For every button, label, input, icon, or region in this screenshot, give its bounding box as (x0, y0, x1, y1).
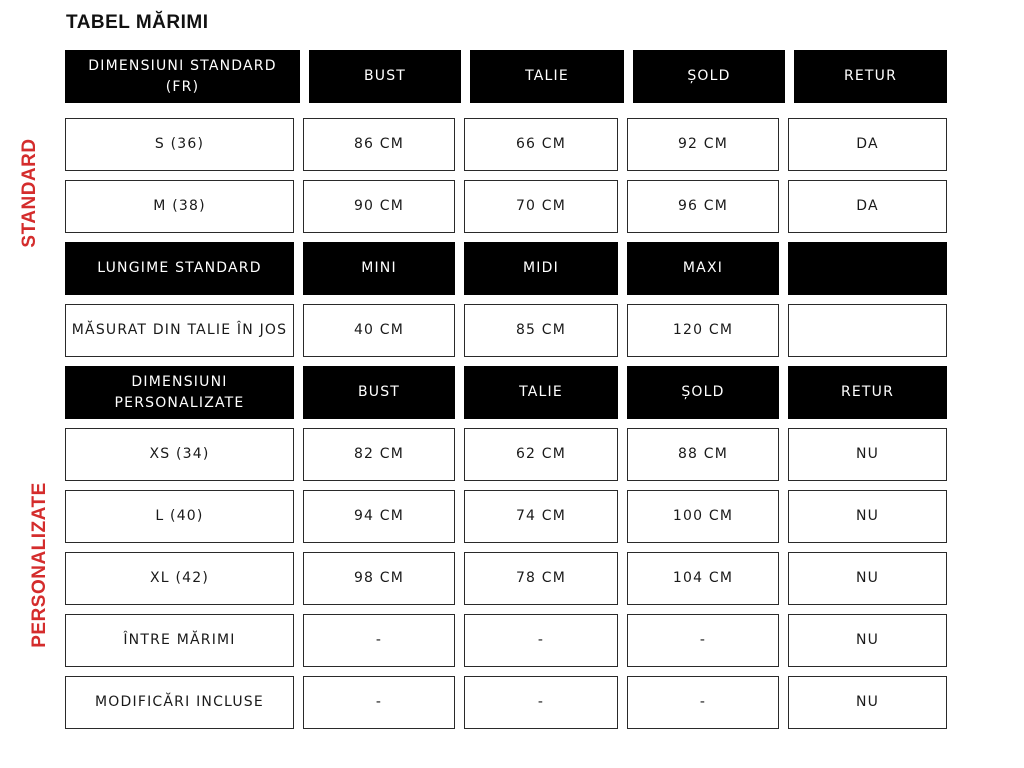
header-cell-bust: BUST (303, 366, 455, 419)
header-cell-personalized-dimensions: DIMENSIUNI PERSONALIZATE (65, 366, 294, 419)
empty-value-cell (788, 304, 947, 357)
header-cell-retur: RETUR (788, 366, 947, 419)
header-cell-sold: ȘOLD (627, 366, 779, 419)
header-cell-talie: TALIE (464, 366, 618, 419)
header-cell-retur: RETUR (794, 50, 947, 103)
retur-value-cell: DA (788, 180, 947, 233)
sold-value-cell: 100 CM (627, 490, 779, 543)
header-cell-sold: ȘOLD (633, 50, 785, 103)
talie-value-cell: 70 CM (464, 180, 618, 233)
bust-value-cell: 86 CM (303, 118, 455, 171)
sold-value-cell: 104 CM (627, 552, 779, 605)
sold-value-cell: 96 CM (627, 180, 779, 233)
page-title: TABEL MĂRIMI (66, 12, 209, 33)
header-cell-midi: MIDI (464, 242, 618, 295)
size-cell: L (40) (65, 490, 294, 543)
bust-value-cell: 90 CM (303, 180, 455, 233)
header-cell-standard-length: LUNGIME STANDARD (65, 242, 294, 295)
retur-value-cell: NU (788, 490, 947, 543)
talie-value-cell: 62 CM (464, 428, 618, 481)
talie-value-cell: - (464, 676, 618, 729)
header-cell-mini: MINI (303, 242, 455, 295)
header-cell-standard-dimensions: DIMENSIUNI STANDARD (FR) (65, 50, 300, 103)
section-label-standard: STANDARD (19, 138, 40, 248)
length-measure-label-cell: MĂSURAT DIN TALIE ÎN JOS (65, 304, 294, 357)
sold-value-cell: - (627, 614, 779, 667)
retur-value-cell: NU (788, 552, 947, 605)
sold-value-cell: - (627, 676, 779, 729)
header-cell-talie: TALIE (470, 50, 624, 103)
sold-value-cell: 88 CM (627, 428, 779, 481)
size-cell: ÎNTRE MĂRIMI (65, 614, 294, 667)
size-cell: M (38) (65, 180, 294, 233)
bust-value-cell: 98 CM (303, 552, 455, 605)
size-cell: S (36) (65, 118, 294, 171)
talie-value-cell: 66 CM (464, 118, 618, 171)
retur-value-cell: NU (788, 614, 947, 667)
size-cell: XL (42) (65, 552, 294, 605)
bust-value-cell: - (303, 676, 455, 729)
talie-value-cell: 74 CM (464, 490, 618, 543)
bust-value-cell: 94 CM (303, 490, 455, 543)
mini-value-cell: 40 CM (303, 304, 455, 357)
midi-value-cell: 85 CM (464, 304, 618, 357)
retur-value-cell: NU (788, 676, 947, 729)
size-cell: XS (34) (65, 428, 294, 481)
talie-value-cell: 78 CM (464, 552, 618, 605)
maxi-value-cell: 120 CM (627, 304, 779, 357)
size-cell: MODIFICĂRI INCLUSE (65, 676, 294, 729)
section-label-personalized: PERSONALIZATE (29, 482, 50, 648)
sold-value-cell: 92 CM (627, 118, 779, 171)
header-cell-bust: BUST (309, 50, 461, 103)
bust-value-cell: 82 CM (303, 428, 455, 481)
header-cell-empty (788, 242, 947, 295)
retur-value-cell: NU (788, 428, 947, 481)
retur-value-cell: DA (788, 118, 947, 171)
bust-value-cell: - (303, 614, 455, 667)
talie-value-cell: - (464, 614, 618, 667)
header-cell-maxi: MAXI (627, 242, 779, 295)
